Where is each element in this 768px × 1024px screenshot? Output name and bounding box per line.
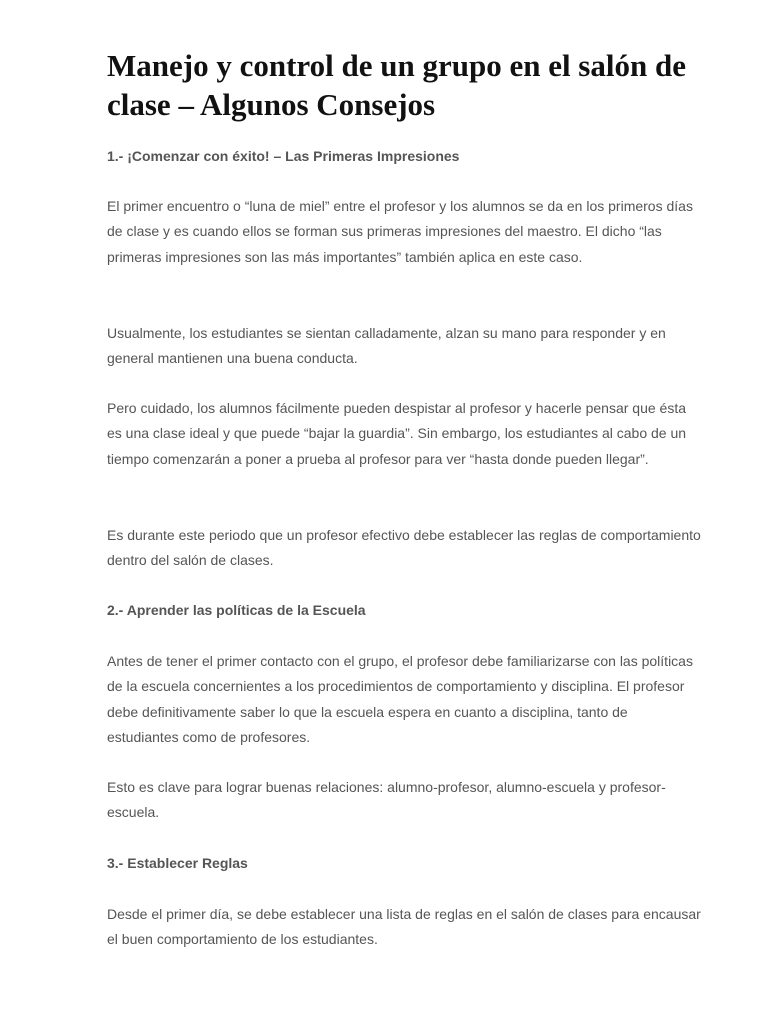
section-1-paragraph-1: El primer encuentro o “luna de miel” entre el profesor y los alumnos se da en los primeros días de clase y es cuando ellos se forman sus primeras impresiones del maestro. El dicho “las primeras impresiones son las más importantes” también aplica en este caso. [107, 198, 693, 265]
section-2-paragraph-1: Antes de tener el primer contacto con el grupo, el profesor debe familiarizarse con las políticas de la escuela concernientes a los procedimientos de comportamiento y disciplina. El profesor debe definitivamente saber lo que la escuela espera en cuanto a disciplina, tanto de estudiantes como de profesores. [107, 653, 693, 745]
section-1-paragraph-3: Pero cuidado, los alumnos fácilmente pueden despistar al profesor y hacerle pensar que ésta es una clase ideal y que puede “bajar la guardia”. Sin embargo, los estudiantes al cabo de un tiempo comenzarán a poner a prueba al profesor para ver “hasta donde pueden llegar”. [107, 400, 687, 467]
section-1-paragraph-4: Es durante este periodo que un profesor efectivo debe establecer las reglas de comportamiento dentro del salón de clases. [107, 527, 701, 569]
section-3-paragraph-1: Desde el primer día, se debe establecer una lista de reglas en el salón de clases para encausar el buen comportamiento de los estudiantes. [107, 906, 701, 948]
section-2-heading: 2.- Aprender las políticas de la Escuela [107, 602, 366, 618]
section-3-heading: 3.- Establecer Reglas [107, 855, 248, 871]
article-title: Manejo y control de un grupo en el salón de clase – Algunos Consejos [107, 48, 686, 122]
section-1-heading: 1.- ¡Comenzar con éxito! – Las Primeras Impresiones [107, 148, 460, 164]
section-1-paragraph-2: Usualmente, los estudiantes se sientan calladamente, alzan su mano para responder y en general mantienen una buena conducta. [107, 325, 666, 367]
section-2-paragraph-2: Esto es clave para lograr buenas relaciones: alumno-profesor, alumno-escuela y profesor-escuela. [107, 779, 666, 821]
